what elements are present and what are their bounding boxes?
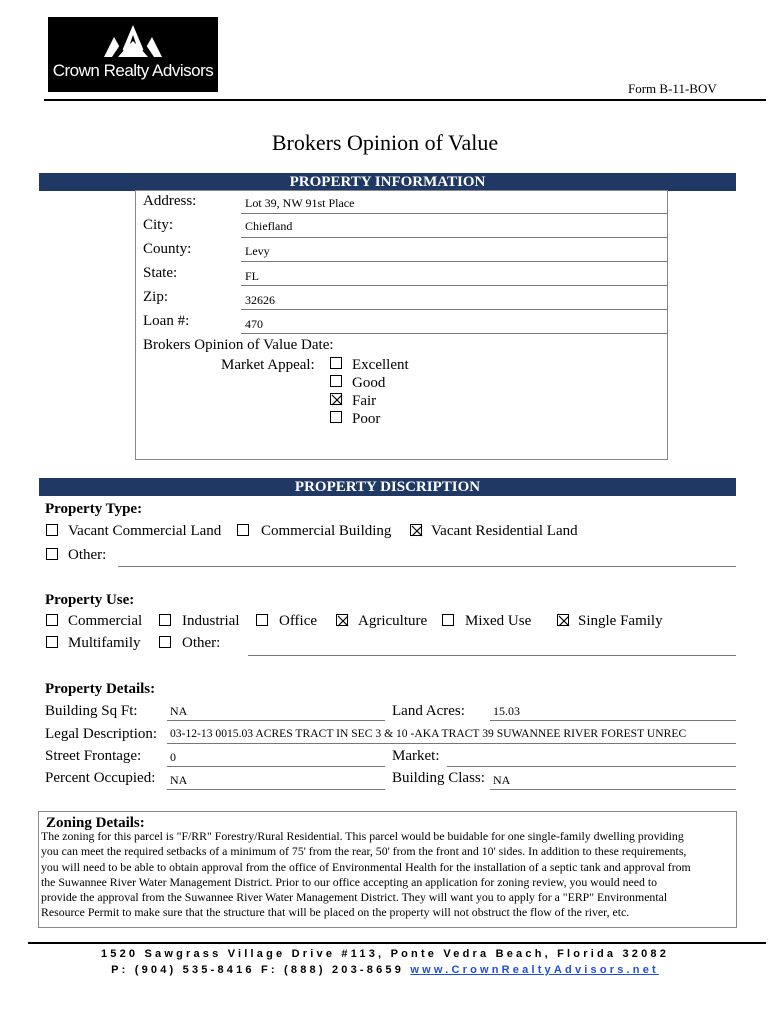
use-mixed-use-label: Mixed Use [465,613,532,629]
use-commercial-label: Commercial [68,613,143,629]
property-type-other-label: Other: [68,547,107,563]
percent-occupied-label: Percent Occupied: [45,770,156,786]
street-frontage-label: Street Frontage: [45,748,142,764]
street-frontage-line [167,766,385,767]
state-label: State: [143,265,178,281]
zoning-line: Resource Permit to make sure that the structure that will be placed on the property will not obstruct the flow of the river, etc. [41,905,630,920]
address-line [241,213,667,214]
use-other-checkbox[interactable] [159,636,171,648]
property-type-other-line [118,566,736,567]
zip-value: 32626 [245,293,275,307]
use-industrial-checkbox[interactable] [159,614,171,626]
market-appeal-good-checkbox[interactable] [330,375,342,387]
checkmark-x-icon [337,615,349,627]
zip-line [241,309,667,310]
property-type-heading: Property Type: [45,501,143,517]
use-industrial-label: Industrial [182,613,240,629]
footer-address: 1520 Sawgrass Village Drive #113, Ponte Vedra Beach, Florida 32082 [100,948,670,960]
property-type-other-checkbox[interactable] [46,548,58,560]
market-appeal-excellent-checkbox[interactable] [330,357,342,369]
property-details-heading: Property Details: [45,681,156,697]
building-class-line [490,789,736,790]
zip-label: Zip: [143,289,168,305]
city-value: Chiefland [245,219,293,233]
use-multifamily-checkbox[interactable] [46,636,58,648]
property-information-box [135,190,668,460]
land-acres-label: Land Acres: [392,703,465,719]
use-agriculture-checkbox[interactable] [336,614,348,626]
use-single-family-checkbox[interactable] [557,614,569,626]
vacant-commercial-land-label: Vacant Commercial Land [68,523,222,539]
property-use-heading: Property Use: [45,592,135,608]
building-sqft-value: NA [170,704,188,718]
building-class-value: NA [493,773,511,787]
commercial-building-checkbox[interactable] [237,524,249,536]
building-class-label: Building Class: [392,770,485,786]
vacant-commercial-land-checkbox[interactable] [46,524,58,536]
land-acres-value: 15.03 [493,704,520,718]
zoning-line: provide the approval from the Suwannee River Water Management District. They will want you to apply for a "ERP" Environmental [41,890,668,905]
use-office-label: Office [279,613,318,629]
use-mixed-use-checkbox[interactable] [442,614,454,626]
loan-line [241,333,667,334]
loan-label: Loan #: [143,313,190,329]
commercial-building-label: Commercial Building [261,523,392,539]
checkmark-x-icon [558,615,570,627]
use-office-checkbox[interactable] [256,614,268,626]
checkmark-x-icon [331,394,343,406]
zoning-heading: Zoning Details: [46,815,145,831]
market-appeal-poor-label: Poor [352,411,381,427]
zoning-line: The zoning for this parcel is "F/RR" Forestry/Rural Residential. This parcel would be buidable for one single-family dwelling providing [41,829,684,843]
zoning-details-box [38,811,737,928]
footer-contact [0,964,770,976]
header-rule [44,99,766,101]
market-appeal-good-label: Good [352,375,386,391]
state-value: FL [245,269,260,283]
percent-occupied-value: NA [170,773,188,787]
use-agriculture-label: Agriculture [358,613,428,629]
use-multifamily-label: Multifamily [68,635,141,651]
section-header-property-description: PROPERTY DISCRIPTION [39,478,736,496]
market-appeal-poor-checkbox[interactable] [330,411,342,423]
county-line [241,261,667,262]
market-label: Market: [392,748,440,764]
zoning-line: you will need to be able to obtain approval from the office of Environmental Health for the installation of a septic tank and approval from [41,859,691,874]
use-other-line [248,655,736,656]
zoning-line: you can meet the required setbacks of a minimum of 75' from the rear, 50' from the front and 10' sides. In addition to these requirements, [41,844,687,859]
legal-description-line [167,743,736,744]
percent-occupied-line [167,789,385,790]
building-sqft-label: Building Sq Ft: [45,703,138,719]
legal-description-value: 03-12-13 0015.03 ACRES TRACT IN SEC 3 & 10 -AKA TRACT 39 SUWANNEE RIVER FOREST UNREC [170,727,687,740]
checkmark-x-icon [411,525,423,537]
market-appeal-excellent-label: Excellent [352,357,409,373]
use-other-label: Other: [182,635,221,651]
bov-date-label: Brokers Opinion of Value Date: [143,337,334,353]
footer-rule [28,942,766,944]
zoning-line: the Suwannee River Water Management District. Prior to our office accepting an application for zoning review, you would need to [41,874,658,889]
market-appeal-fair-checkbox[interactable] [330,393,342,405]
address-value: Lot 39, NW 91st Place [245,196,355,210]
footer-website-link[interactable]: www.CrownRealtyAdvisors.net [410,964,659,976]
vacant-residential-land-label: Vacant Residential Land [431,523,578,539]
market-line [447,766,736,767]
company-logo [48,17,218,92]
land-acres-line [490,720,736,721]
market-appeal-label: Market Appeal: [221,357,315,373]
use-commercial-checkbox[interactable] [46,614,58,626]
loan-value: 470 [245,317,263,331]
zoning-text [41,829,691,921]
page-title: Brokers Opinion of Value [271,130,499,155]
form-id: Form B-11-BOV [628,81,717,96]
vacant-residential-land-checkbox[interactable] [410,524,422,536]
street-frontage-value: 0 [170,750,176,764]
county-label: County: [143,241,192,257]
legal-description-label: Legal Description: [45,726,158,742]
address-label: Address: [143,193,197,209]
crown-icon [100,23,166,59]
city-line [241,237,667,238]
county-value: Levy [245,244,270,258]
market-appeal-fair-label: Fair [352,393,377,409]
logo-text: Crown Realty Advisors [52,61,214,80]
section-header-property-information: PROPERTY INFORMATION [39,173,736,191]
use-single-family-label: Single Family [578,613,663,629]
state-line [241,285,667,286]
footer-phone: P: (904) 535-8416 F: (888) 203-8659 [111,964,405,976]
city-label: City: [143,217,174,233]
building-sqft-line [167,720,385,721]
